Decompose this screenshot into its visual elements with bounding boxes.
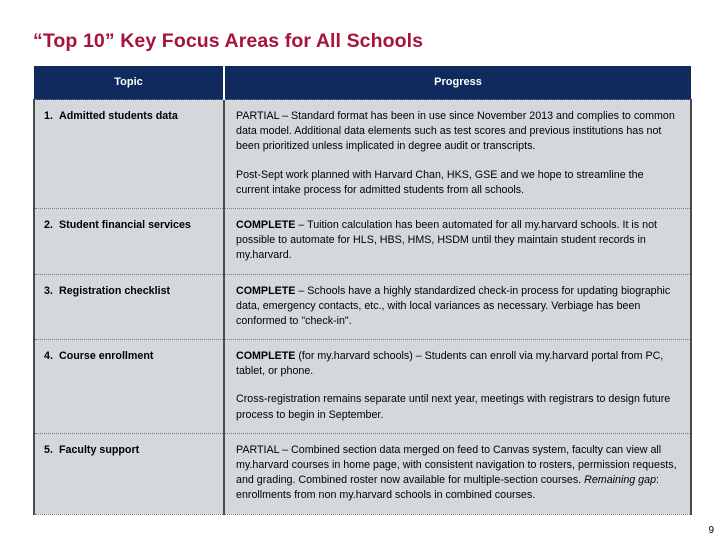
topic-label: Registration checklist	[59, 284, 171, 297]
cell-progress	[224, 100, 691, 209]
table-row	[34, 433, 691, 514]
progress-paragraph: PARTIAL – Standard format has been in use since November 2013 and complies to common data model. Additional data elements such as test scores and previous institutions has not been prioritized unless implicated in degree audit or transcripts.	[236, 110, 675, 153]
progress-text: – Tuition calculation has been automated for all my.harvard schools. It is not possible to automate for HLS, HBS, HMS, HSDM until they maintain student records in my.harvard.	[236, 218, 657, 262]
progress-text-after: : enrollments from non my.harvard schools in combined courses.	[236, 474, 659, 502]
progress-text-before: PARTIAL – Combined section data merged on feed to Canvas system, faculty can view all my.harvard courses in home page, with consistent navigation to rosters, permission requests, and grading. Combined roster now available for multiple-section courses.	[236, 443, 677, 487]
cell-topic	[34, 274, 224, 340]
row-number: 2.	[44, 218, 53, 231]
row-number: 4.	[44, 350, 53, 363]
key-focus-areas-table	[33, 66, 692, 515]
progress-paragraph	[236, 284, 678, 330]
topic-label: Course enrollment	[59, 350, 154, 363]
topic-label: Student financial services	[59, 218, 191, 231]
table-row	[34, 100, 691, 209]
table-header-row	[34, 66, 691, 100]
table-row	[34, 340, 691, 434]
status-badge: COMPLETE	[236, 284, 296, 297]
cell-topic	[34, 433, 224, 514]
progress-paragraph	[236, 218, 678, 264]
cell-topic	[34, 208, 224, 274]
status-badge: COMPLETE	[236, 218, 296, 231]
column-header-topic: Topic	[34, 66, 224, 100]
progress-paragraph: Cross-registration remains separate until next year, meetings with registrars to design future process to begin in September.	[236, 393, 671, 421]
progress-paragraph: Post-Sept work planned with Harvard Chan, HKS, GSE and we hope to streamline the current intake process for admitted students from all schools.	[236, 168, 644, 196]
status-badge: COMPLETE	[236, 350, 296, 363]
page-title: “Top 10” Key Focus Areas for All Schools	[33, 30, 424, 52]
column-header-progress: Progress	[224, 66, 691, 100]
cell-progress	[224, 340, 691, 434]
remaining-gap-emphasis: Remaining gap	[584, 474, 657, 487]
topic-label: Admitted students data	[59, 110, 178, 122]
row-number: 5.	[44, 443, 53, 456]
cell-progress	[224, 433, 691, 514]
table-body	[34, 100, 691, 515]
row-number: 3.	[44, 284, 53, 297]
cell-topic	[34, 100, 224, 209]
progress-text: (for my.harvard schools) – Students can enroll via my.harvard portal from PC, tablet, or phone.	[236, 350, 664, 378]
table-row	[34, 208, 691, 274]
progress-text: – Schools have a highly standardized check-in process for updating biographic data, emergency contacts, etc., with local variances as necessary. Verbiage has been conformed to "check-in".	[236, 284, 671, 327]
table-row	[34, 274, 691, 340]
row-number: 1.	[44, 110, 53, 122]
page-number: 9	[708, 525, 714, 536]
cell-progress	[224, 208, 691, 274]
cell-progress	[224, 274, 691, 340]
progress-paragraph	[236, 443, 678, 504]
progress-paragraph	[236, 349, 678, 379]
table-header	[34, 66, 691, 100]
topic-label: Faculty support	[59, 443, 140, 456]
cell-topic	[34, 340, 224, 434]
